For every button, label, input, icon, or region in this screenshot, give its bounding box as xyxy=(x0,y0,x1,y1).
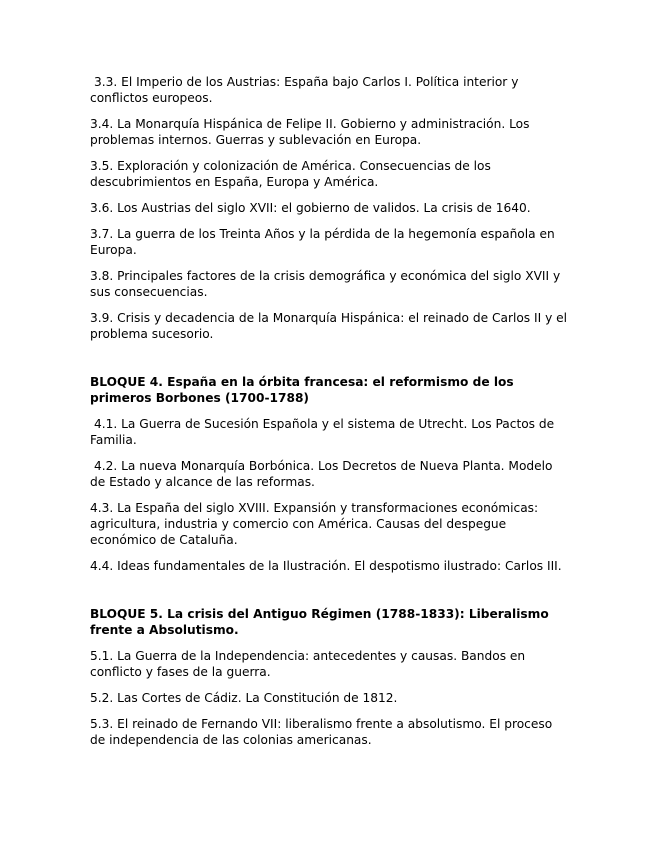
topic-4-1: 4.1. La Guerra de Sucesión Española y el sistema de Utrecht. Los Pactos de Familia. xyxy=(90,417,555,447)
topic-4-3: 4.3. La España del siglo XVIII. Expansión y transformaciones económicas: agricultura, industria y comercio con América. Causas del despegue económico de Cataluña. xyxy=(90,501,539,547)
topic-3-3: 3.3. El Imperio de los Austrias: España bajo Carlos I. Política interior y conflictos europeos. xyxy=(90,75,519,105)
topic-5-1: 5.1. La Guerra de la Independencia: antecedentes y causas. Bandos en conflicto y fases de la guerra. xyxy=(90,649,526,679)
section-gap xyxy=(90,352,570,374)
topic-3-8: 3.8. Principales factores de la crisis demográfica y económica del siglo XVII y sus consecuencias. xyxy=(90,269,561,299)
topic-3-7: 3.7. La guerra de los Treinta Años y la pérdida de la hegemonía española en Europa. xyxy=(90,227,555,257)
topic-4-4: 4.4. Ideas fundamentales de la Ilustración. El despotismo ilustrado: Carlos III. xyxy=(90,559,562,573)
topic-4-2: 4.2. La nueva Monarquía Borbónica. Los Decretos de Nueva Planta. Modelo de Estado y alcance de las reformas. xyxy=(90,459,553,489)
bloque-5-heading: BLOQUE 5. La crisis del Antiguo Régimen (1788-1833): Liberalismo frente a Absolutismo. xyxy=(90,607,549,637)
topic-3-9: 3.9. Crisis y decadencia de la Monarquía Hispánica: el reinado de Carlos II y el problema sucesorio. xyxy=(90,311,568,341)
topic-5-2: 5.2. Las Cortes de Cádiz. La Constitución de 1812. xyxy=(90,691,398,705)
bloque-4-heading: BLOQUE 4. España en la órbita francesa: el reformismo de los primeros Borbones (1700-1788) xyxy=(90,375,514,405)
topic-5-3: 5.3. El reinado de Fernando VII: liberalismo frente a absolutismo. El proceso de independencia de las colonias americanas. xyxy=(90,717,553,747)
topic-3-6: 3.6. Los Austrias del siglo XVII: el gobierno de validos. La crisis de 1640. xyxy=(90,201,531,215)
section-gap xyxy=(90,584,570,606)
topic-3-5: 3.5. Exploración y colonización de América. Consecuencias de los descubrimientos en España, Europa y América. xyxy=(90,159,491,189)
topic-3-4: 3.4. La Monarquía Hispánica de Felipe II. Gobierno y administración. Los problemas internos. Guerras y sublevación en Europa. xyxy=(90,117,530,147)
document-page xyxy=(90,74,570,758)
